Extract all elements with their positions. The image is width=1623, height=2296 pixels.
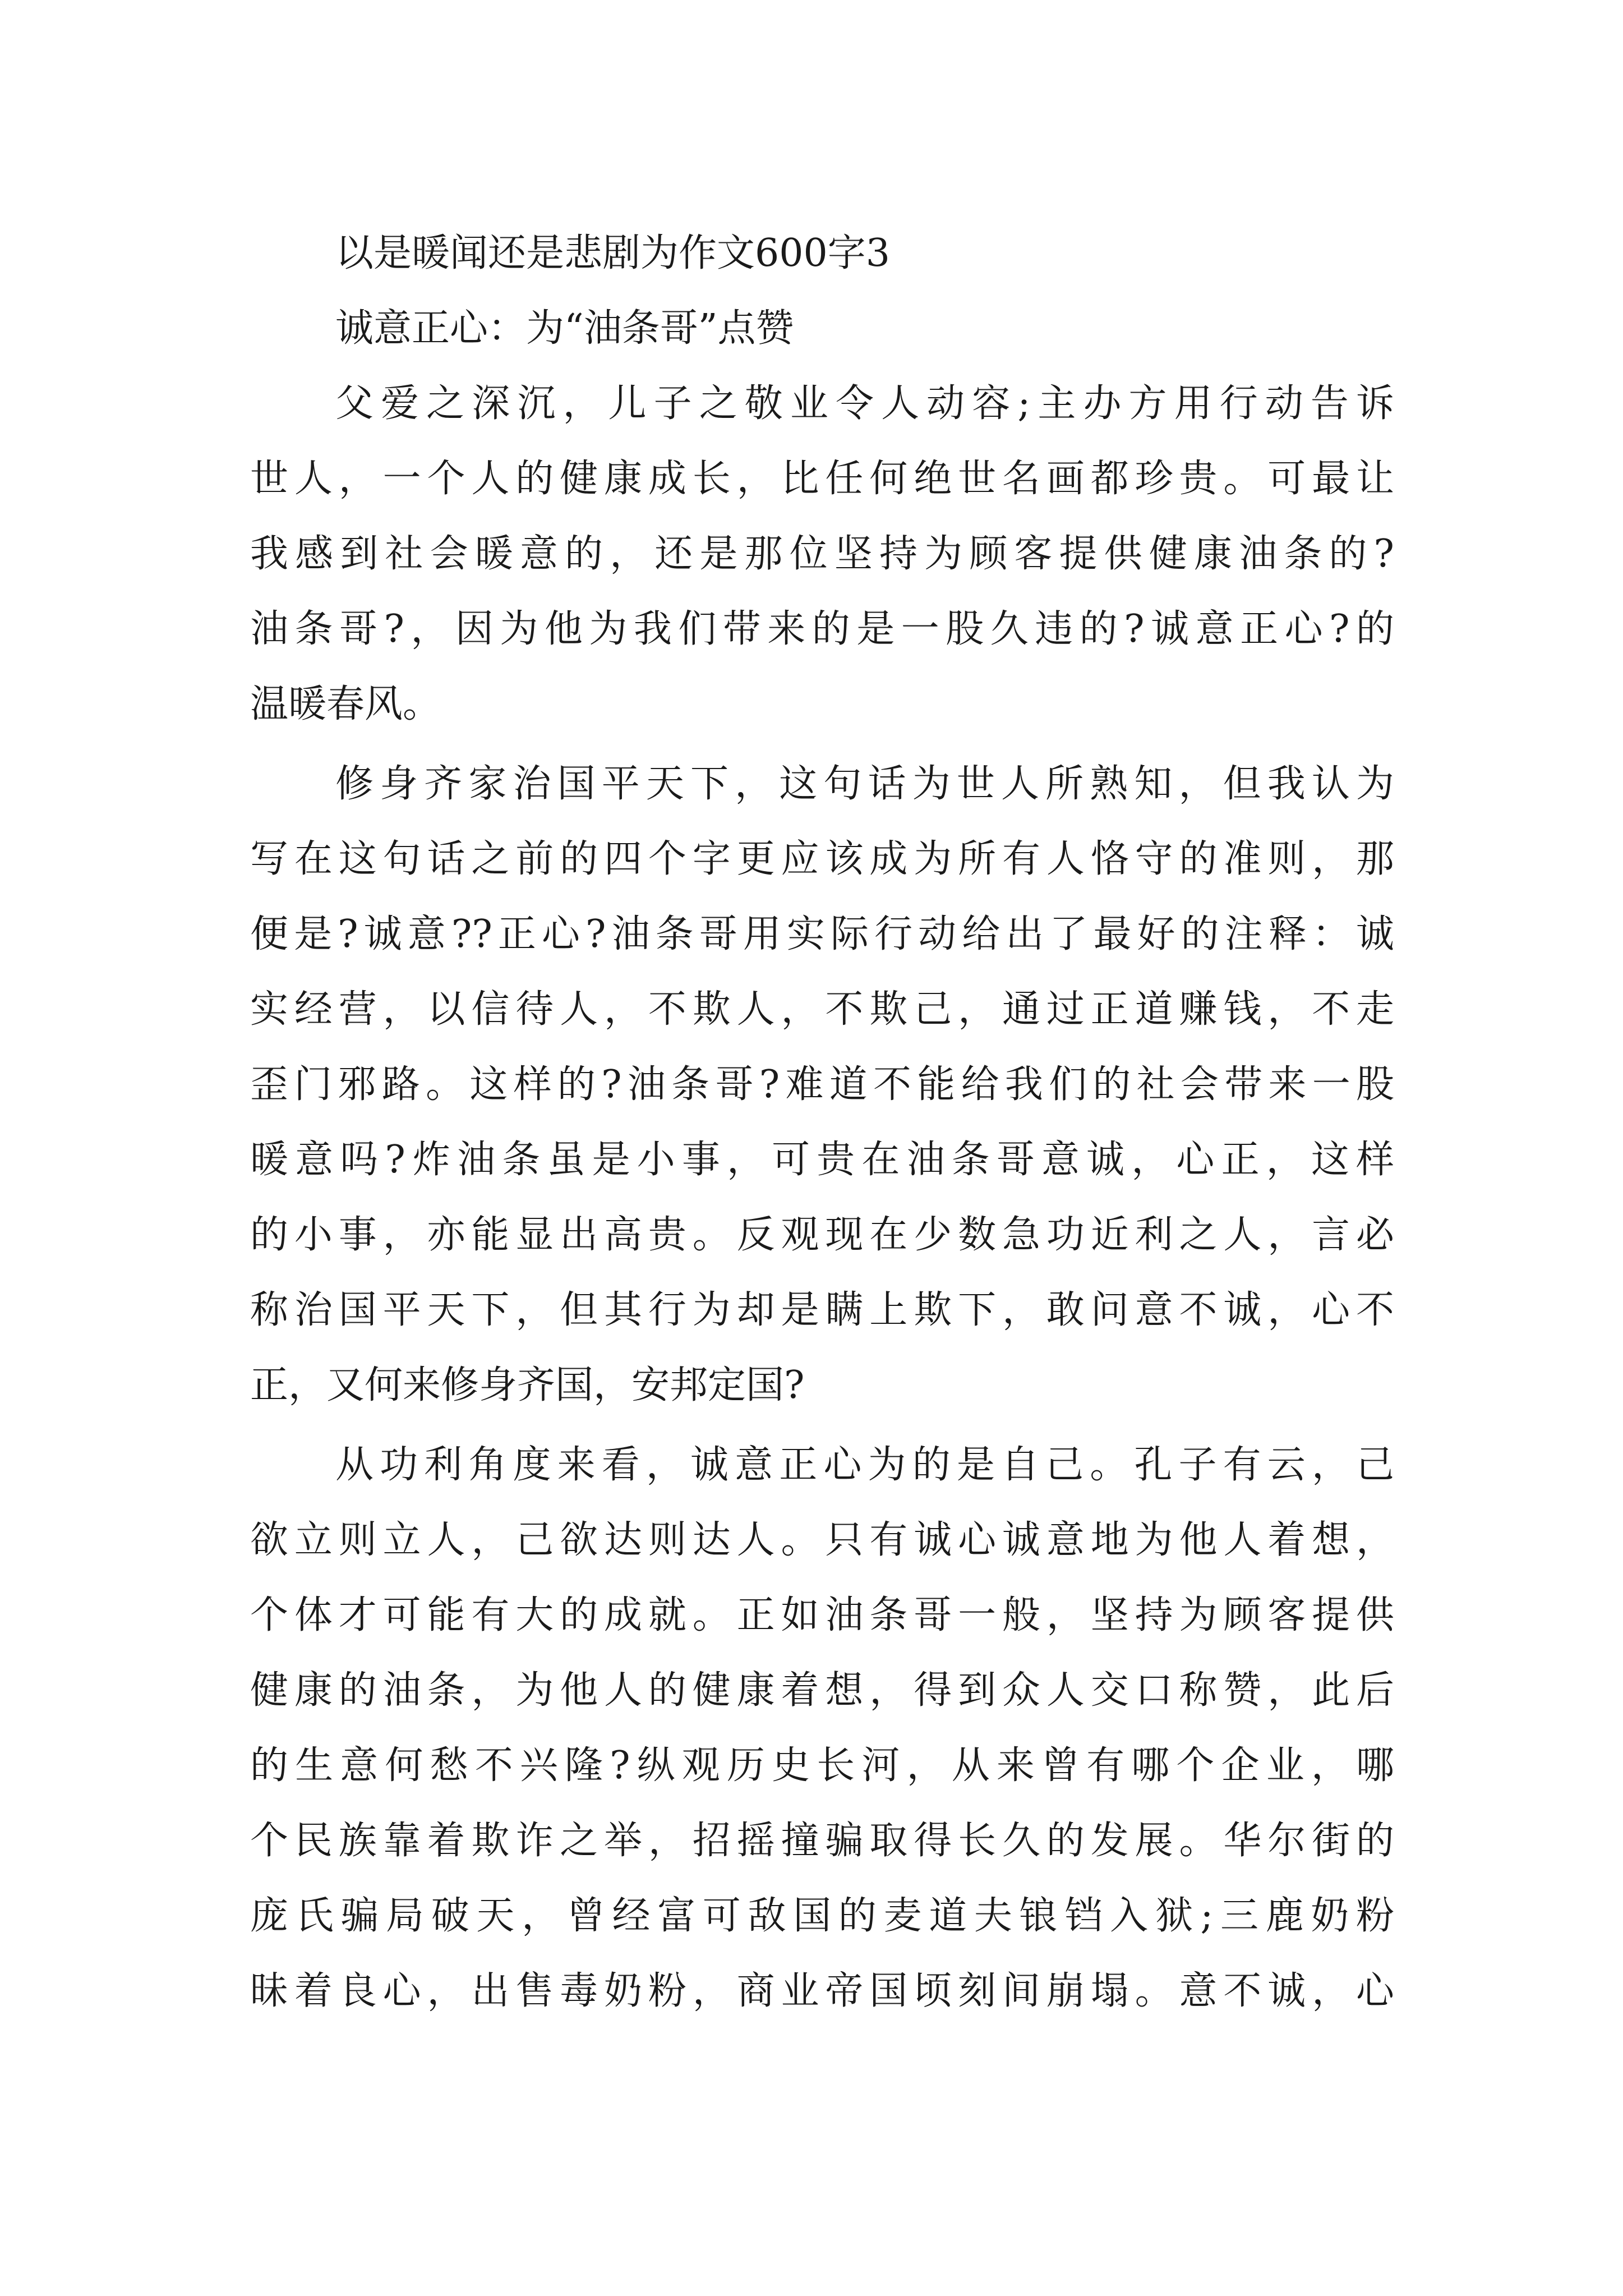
paragraph-line: 世人，一个人的健康成长，比任何绝世名画都珍贵。可最让 — [250, 457, 1394, 501]
paragraph-line: 正，又何来修身齐国，安邦定国? — [250, 1363, 805, 1407]
paragraph-line: 修身齐家治国平天下，这句话为世人所熟知，但我认为 — [335, 762, 1394, 806]
paragraph-line: 我感到社会暖意的，还是那位坚持为顾客提供健康油条的? — [250, 532, 1394, 576]
paragraph-1 — [250, 366, 1394, 742]
paragraph-line: 个体才可能有大的成就。正如油条哥一般，坚持为顾客提供 — [250, 1593, 1394, 1637]
paragraph-line: 父爱之深沉，儿子之敬业令人动容;主办方用行动告诉 — [335, 381, 1394, 426]
subtitle: 诚意正心：为“油条哥”点赞 — [335, 306, 794, 351]
paragraph-line: 温暖春风。 — [250, 682, 441, 726]
paragraph-line: 暖意吗?炸油条虽是小事，可贵在油条哥意诚，心正，这样 — [250, 1138, 1394, 1182]
paragraph-line: 歪门邪路。这样的?油条哥?难道不能给我们的社会带来一股 — [250, 1062, 1394, 1107]
paragraph-line: 写在这句话之前的四个字更应该成为所有人恪守的准则，那 — [250, 837, 1394, 881]
paragraph-line: 个民族靠着欺诈之举，招摇撞骗取得长久的发展。华尔街的 — [250, 1819, 1394, 1863]
document-body — [250, 216, 1394, 2029]
paragraph-2 — [250, 747, 1394, 1423]
paragraph-line: 从功利角度来看，诚意正心为的是自己。孔子有云，己 — [335, 1443, 1394, 1487]
paragraph-line: 庞氏骗局破天，曾经富可敌国的麦道夫锒铛入狱;三鹿奶粉 — [250, 1894, 1394, 1938]
paragraph-3 — [250, 1428, 1394, 2029]
paragraph-line: 的小事，亦能显出高贵。反观现在少数急功近利之人，言必 — [250, 1213, 1394, 1257]
paragraph-line: 健康的油条，为他人的健康着想，得到众人交口称赞，此后 — [250, 1668, 1394, 1713]
paragraph-line: 便是?诚意??正心?油条哥用实际行动给出了最好的注释：诚 — [250, 912, 1394, 956]
paragraph-line: 称治国平天下，但其行为却是瞒上欺下，敢问意不诚，心不 — [250, 1288, 1394, 1332]
heading-line: 以是暖闻还是悲剧为作文600字3 — [335, 231, 891, 275]
paragraph-line: 昧着良心，出售毒奶粉，商业帝国顷刻间崩塌。意不诚，心 — [250, 1969, 1394, 2013]
paragraph-line: 欲立则立人，己欲达则达人。只有诚心诚意地为他人着想， — [250, 1518, 1394, 1562]
paragraph-line: 的生意何愁不兴隆?纵观历史长河，从来曾有哪个企业，哪 — [250, 1743, 1394, 1788]
paragraph-line: 油条哥?，因为他为我们带来的是一股久违的?诚意正心?的 — [250, 607, 1394, 651]
paragraph-line: 实经营，以信待人，不欺人，不欺己，通过正道赚钱，不走 — [250, 987, 1394, 1032]
